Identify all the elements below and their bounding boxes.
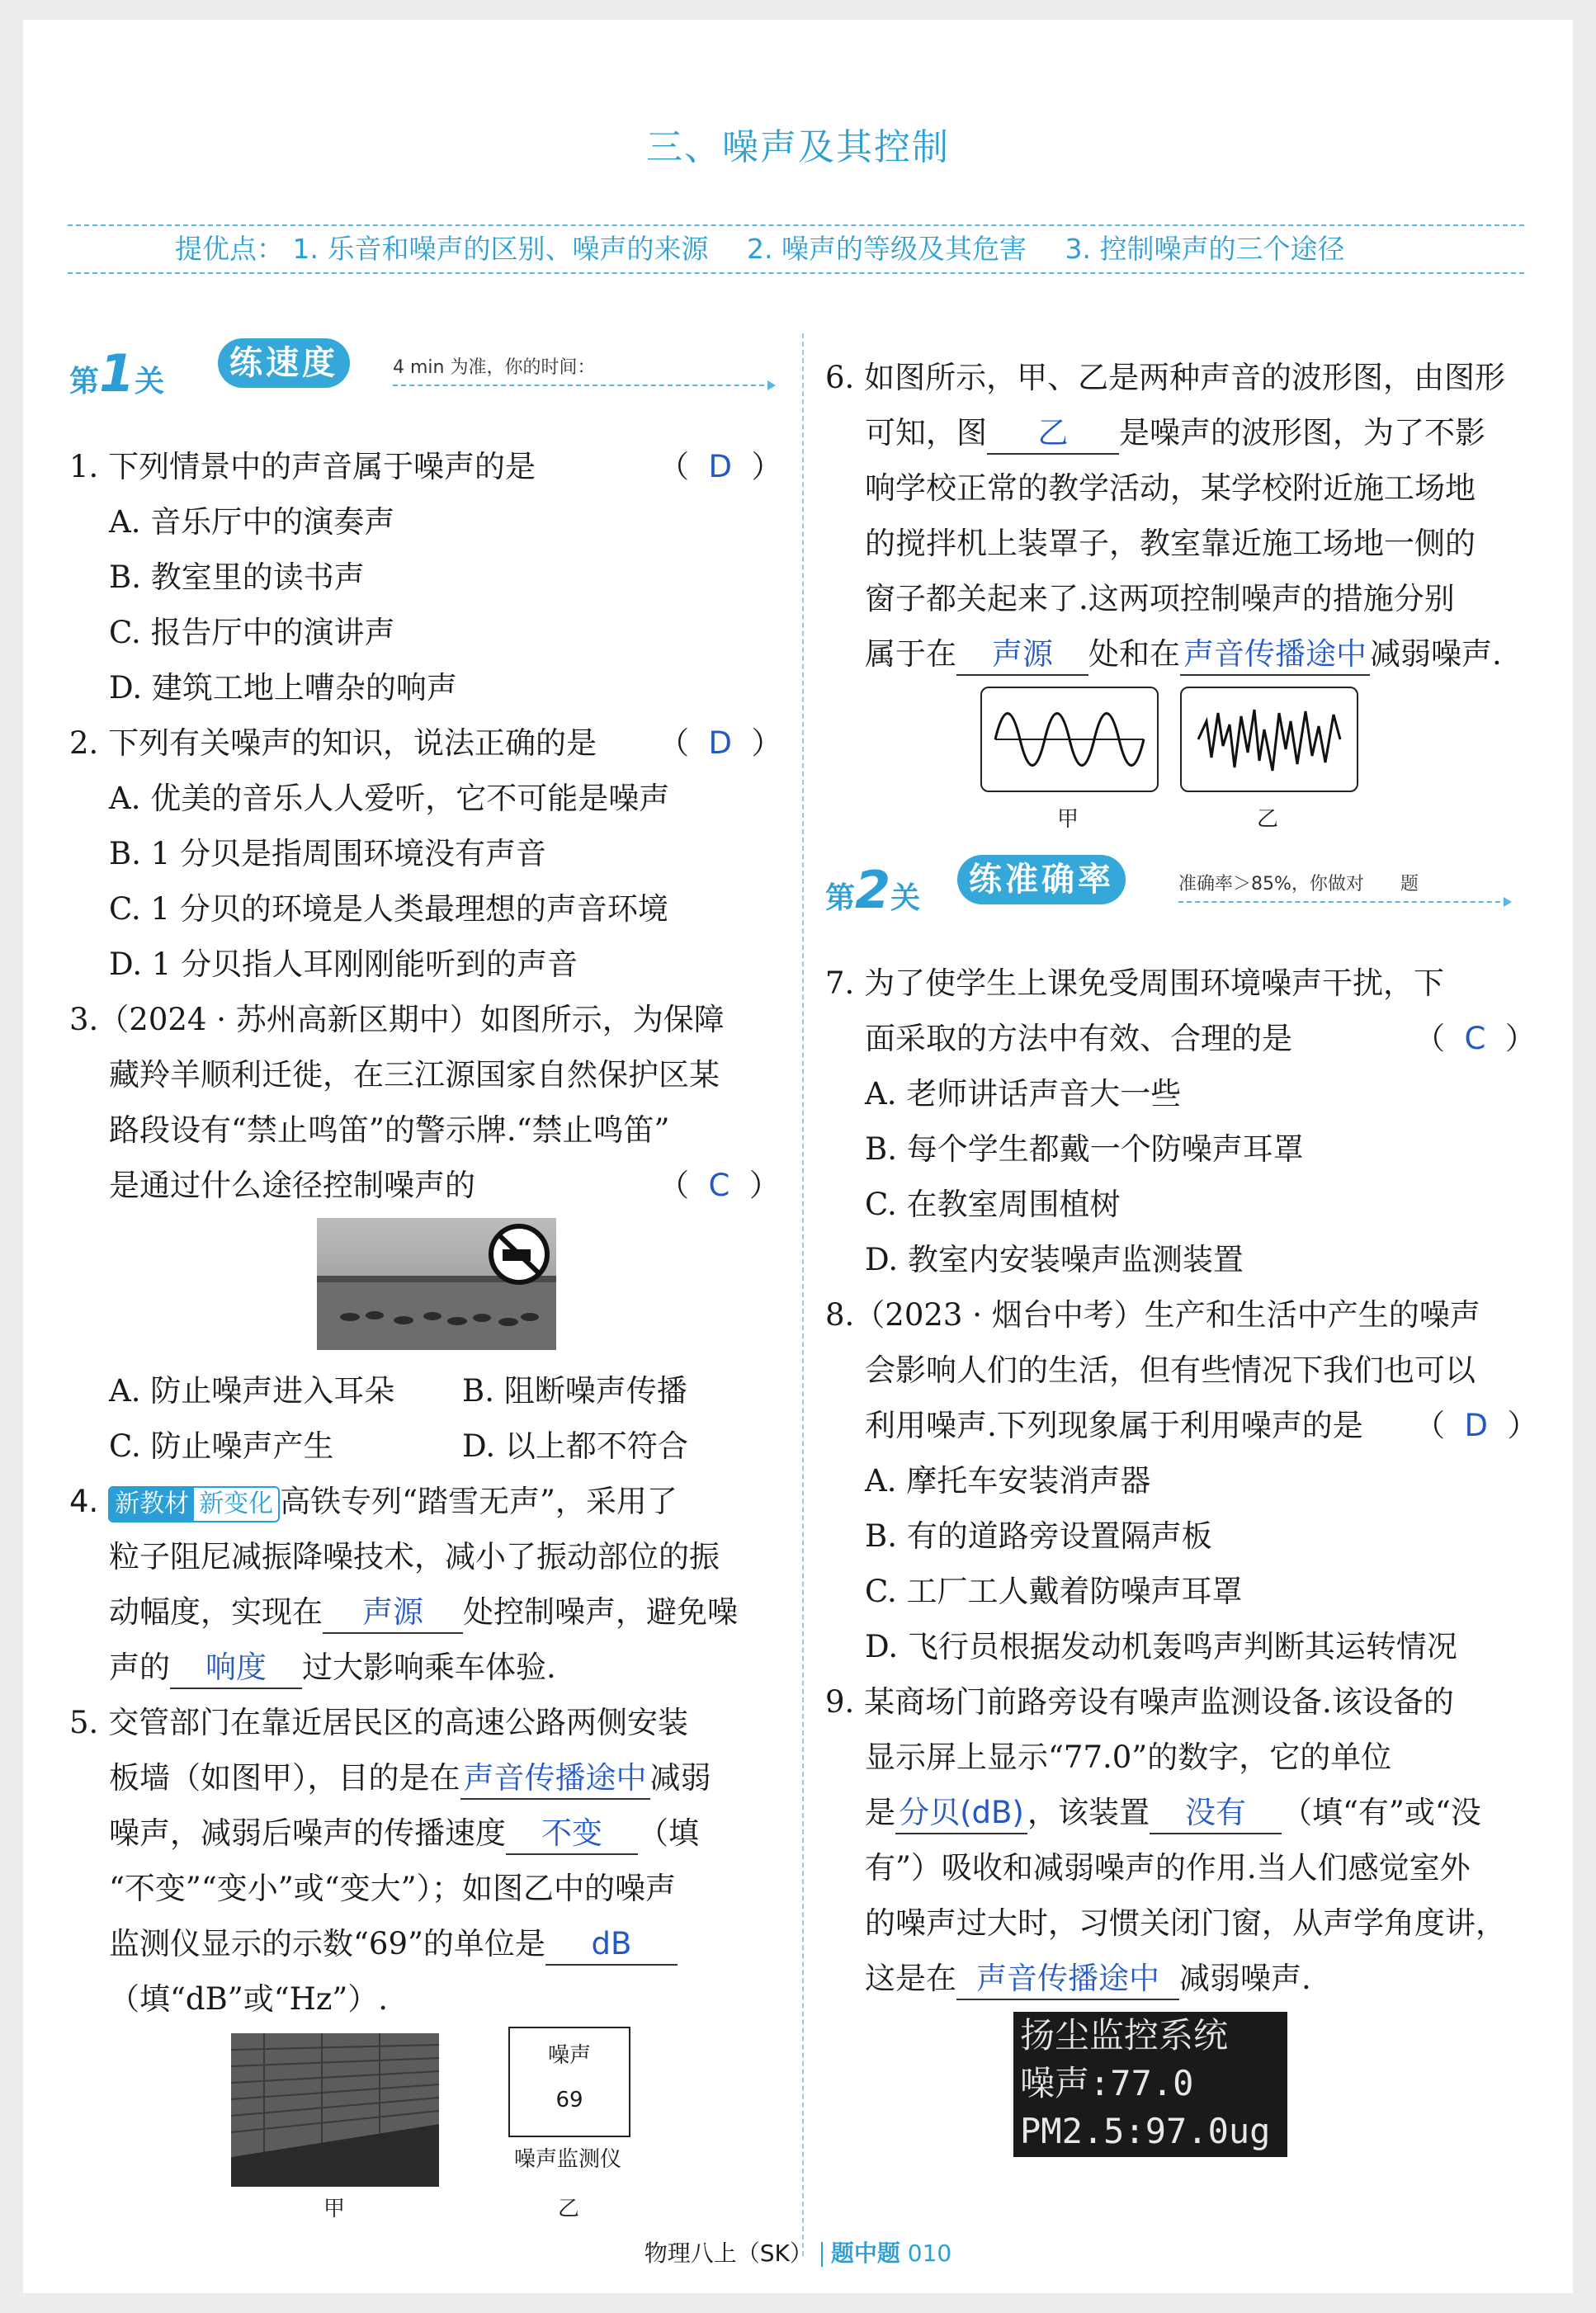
q5-fig-b-caption: 乙 — [557, 2197, 579, 2221]
q9-monitor-screen — [1013, 2012, 1287, 2157]
q8-option-d: D. 飞行员根据发动机轰鸣声判断其运转情况 — [865, 1629, 1457, 1664]
q8-option-b: B. 有的道路旁设置隔声板 — [865, 1518, 1212, 1554]
q3-option-b: B. 阻断噪声传播 — [462, 1373, 687, 1409]
q8-option-a: A. 摩托车安装消声器 — [865, 1463, 1151, 1499]
q9-blank-3: 声音传播途中 — [956, 1959, 1179, 2000]
q3-answer: （ C ） — [659, 1168, 780, 1203]
q7-option-c: C. 在教室周围植树 — [865, 1187, 1121, 1222]
q5-fig-a-caption: 甲 — [323, 2197, 345, 2221]
q4-line-3: 动幅度，实现在 声源 处控制噪声，避免噪 — [109, 1584, 738, 1640]
screen-line-1: 扬尘监控系统 — [1020, 2015, 1229, 2056]
q5-blank-3: dB — [545, 1924, 678, 1966]
q6-blank-2: 声源 — [956, 635, 1088, 676]
q3-photo — [317, 1218, 556, 1350]
q3-line-2: 藏羚羊顺利迁徙，在三江源国家自然保护区某 — [109, 1057, 720, 1093]
q6-line-2: 可知，图 乙 是噪声的波形图，为了不影 — [865, 405, 1485, 460]
q3-option-d: D. 以上都不符合 — [462, 1428, 688, 1464]
q8-answer: （ D ） — [1414, 1408, 1538, 1443]
q6-blank-1: 乙 — [987, 413, 1119, 455]
q9-blank-2: 没有 — [1150, 1793, 1282, 1834]
monitor-value: 69 — [555, 2088, 583, 2112]
section-2-pill: 练准确率 — [957, 855, 1126, 904]
q1-stem: 1. 下列情景中的声音属于噪声的是 — [69, 449, 536, 484]
q4-line-1: 4. 新教材 新变化 高铁专列“踏雪无声”，采用了 — [69, 1474, 678, 1529]
monitor-label: 噪声监测仪 — [513, 2147, 621, 2172]
q2-option-b: B. 1 分贝是指周围环境没有声音 — [109, 836, 547, 871]
q9-line-6: 这是在 声音传播途中 减弱噪声. — [865, 1951, 1311, 2006]
q1-option-a: A. 音乐厅中的演奏声 — [109, 504, 395, 540]
tip-item-3: 3. 控制噪声的三个途径 — [1065, 233, 1345, 265]
page-number: 010 — [907, 2240, 952, 2267]
q5-blank-2: 不变 — [506, 1814, 638, 1855]
screen-line-3: PM2.5:97.0ug — [1020, 2111, 1271, 2151]
q6-line-1: 6. 如图所示，甲、乙是两种声音的波形图，由图形 — [825, 360, 1506, 395]
section-1-header — [69, 338, 779, 404]
wave-b-box — [1180, 687, 1358, 792]
q6-line-4: 的搅拌机上装罩子，教室靠近施工场地一侧的 — [865, 526, 1476, 561]
q9-line-1: 9. 某商场门前路旁设有噪声监测设备.该设备的 — [825, 1684, 1454, 1720]
column-divider — [802, 333, 804, 2256]
q5-line-5: 监测仪显示的示数“69”的单位是 dB — [109, 1916, 678, 1971]
q7-option-d: D. 教室内安装噪声监测装置 — [865, 1242, 1244, 1277]
footer-book: 物理八上（SK） — [644, 2240, 813, 2267]
q5-line-2: 板墙（如图甲），目的是在 声音传播途中 减弱 — [109, 1750, 711, 1806]
q1-answer: （ D ） — [659, 449, 782, 484]
q3-line-4: 是通过什么途径控制噪声的 — [109, 1168, 475, 1203]
section-2-header — [825, 855, 1535, 920]
q2-option-a: A. 优美的音乐人人爱听，它不可能是噪声 — [109, 781, 670, 816]
wave-a-box — [980, 687, 1159, 792]
q9-blank-1: 分贝(dB) — [895, 1793, 1027, 1834]
section-2-label: 第2关 — [825, 860, 921, 920]
q2-answer: （ D ） — [659, 725, 782, 761]
q3-option-a: A. 防止噪声进入耳朵 — [109, 1373, 395, 1409]
q9-line-3: 是 分贝(dB) ，该装置 没有 （填“有”或“没 — [865, 1785, 1481, 1840]
q4-line-2: 粒子阻尼减振降噪技术，减小了振动部位的振 — [109, 1539, 720, 1574]
q7-line-1: 7. 为了使学生上课免受周围环境噪声干扰，下 — [825, 965, 1445, 1001]
wave-a-caption: 甲 — [1056, 807, 1079, 832]
q6-blank-3: 声音传播途中 — [1180, 635, 1370, 676]
q5-line-1: 5. 交管部门在靠近居民区的高速公路两侧安装 — [69, 1705, 689, 1740]
page — [23, 20, 1573, 2293]
q7-line-2: 面采取的方法中有效、合理的是 — [865, 1021, 1292, 1056]
q8-line-1: 8.（2023 · 烟台中考）生产和生活中产生的噪声 — [825, 1297, 1480, 1333]
q4-blank-1: 声源 — [323, 1593, 463, 1634]
new-textbook-tag: 新教材 新变化 — [108, 1486, 280, 1522]
section-2-hint: 准确率＞85%，你做对 题 — [1178, 874, 1419, 895]
q6-line-5: 窗子都关起来了.这两项控制噪声的措施分别 — [865, 581, 1455, 616]
q3-line-1: 3.（2024 · 苏州高新区期中）如图所示，为保障 — [69, 1002, 725, 1037]
wave-b-caption: 乙 — [1256, 807, 1278, 832]
q6-line-3: 响学校正常的教学活动，某学校附近施工场地 — [865, 470, 1476, 506]
q5-line-6: （填“dB”或“Hz”）. — [109, 1981, 389, 2017]
q9-line-5: 的噪声过大时，习惯关闭门窗，从声学角度讲， — [865, 1905, 1506, 1941]
q5-blank-1: 声音传播途中 — [460, 1758, 650, 1800]
q5-line-3: 噪声，减弱后噪声的传播速度 不变 （填 — [109, 1806, 699, 1861]
tip-item-2: 2. 噪声的等级及其危害 — [746, 233, 1027, 265]
q2-option-c: C. 1 分贝的环境是人类最理想的声音环境 — [109, 891, 668, 927]
q5-noise-monitor — [508, 2027, 630, 2137]
q3-option-c: C. 防止噪声产生 — [109, 1428, 334, 1464]
q7-option-b: B. 每个学生都戴一个防噪声耳罩 — [865, 1131, 1304, 1167]
section-2-line — [1178, 901, 1509, 903]
section-1-pill: 练速度 — [218, 338, 350, 388]
q8-line-2: 会影响人们的生活，但有些情况下我们也可以 — [865, 1352, 1476, 1388]
footer-brand: 题中题 — [830, 2240, 900, 2267]
q1-option-c: C. 报告厅中的演讲声 — [109, 615, 395, 650]
q4-blank-2: 响度 — [170, 1648, 302, 1689]
section-1-hint: 4 min 为准，你的时间： — [393, 357, 596, 378]
q3-line-3: 路段设有“禁止鸣笛”的警示牌.“禁止鸣笛” — [109, 1112, 670, 1148]
tips-bar — [68, 224, 1524, 274]
monitor-title: 噪声 — [547, 2043, 591, 2068]
tips-label: 提优点： — [175, 233, 284, 265]
q7-answer: （ C ） — [1414, 1021, 1536, 1056]
q9-line-4: 有”）吸收和减弱噪声的作用.当人们感觉室外 — [865, 1850, 1471, 1886]
q1-option-b: B. 教室里的读书声 — [109, 559, 365, 595]
q2-stem: 2. 下列有关噪声的知识，说法正确的是 — [69, 725, 597, 761]
q2-option-d: D. 1 分贝指人耳刚刚能听到的声音 — [109, 946, 578, 982]
q4-line-4: 声的 响度 过大影响乘车体验. — [109, 1640, 556, 1695]
q6-line-6: 属于在 声源 处和在 声音传播途中 减弱噪声. — [865, 626, 1502, 682]
section-1-label: 第1关 — [69, 343, 165, 404]
q5-line-4: “不变”“变小”或“变大”）；如图乙中的噪声 — [109, 1871, 676, 1906]
q1-option-d: D. 建筑工地上嘈杂的响声 — [109, 670, 457, 706]
section-1-line — [393, 385, 772, 386]
page-title: 三、噪声及其控制 — [646, 126, 950, 168]
q5-wall-photo — [231, 2033, 439, 2187]
screen-line-2: 噪声:77.0 — [1020, 2063, 1194, 2103]
q8-option-c: C. 工厂工人戴着防噪声耳罩 — [865, 1574, 1243, 1609]
q8-line-3: 利用噪声.下列现象属于利用噪声的是 — [865, 1408, 1363, 1443]
tip-item-1: 1. 乐音和噪声的区别、噪声的来源 — [292, 233, 709, 265]
q9-line-2: 显示屏上显示“77.0”的数字，它的单位 — [865, 1739, 1392, 1775]
q7-option-a: A. 老师讲话声音大一些 — [865, 1076, 1182, 1112]
page-footer — [23, 2235, 1573, 2268]
